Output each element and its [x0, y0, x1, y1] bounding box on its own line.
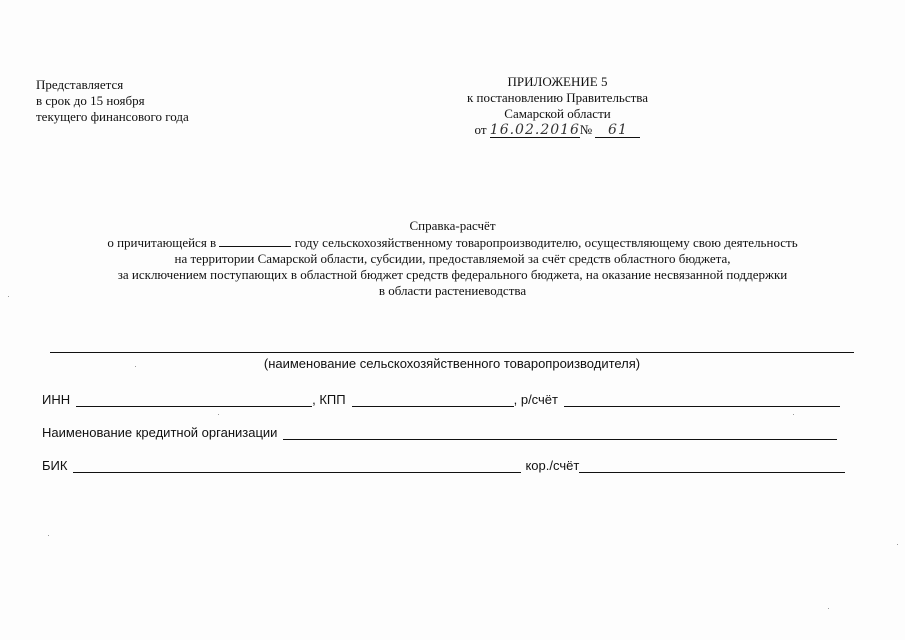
appendix-header: [440, 74, 675, 138]
inn-kpp-row: [42, 392, 840, 407]
title-line-2: на территории Самарской области, субсидии, предоставляемой за счёт средств областного бюджета,: [174, 251, 731, 266]
producer-name-line: [50, 352, 854, 353]
kpp-label: , КПП: [312, 392, 346, 407]
submission-note-line: текущего финансового года: [36, 109, 189, 124]
from-label: от: [474, 122, 487, 137]
handwritten-number: 61: [608, 122, 628, 138]
number-label: №: [579, 122, 593, 137]
account-field: [564, 393, 840, 407]
producer-name-caption: (наименование сельскохозяйственного товаропроизводителя): [263, 356, 641, 371]
scan-speck: [135, 366, 136, 367]
bik-label: БИК: [42, 458, 68, 473]
bank-label: Наименование кредитной организации: [42, 425, 278, 440]
year-blank: [219, 234, 291, 247]
submission-note: [36, 77, 189, 125]
title-line-4: в области растениеводства: [378, 283, 527, 298]
handwritten-date: 16.02.2016: [489, 122, 580, 138]
bank-field: [283, 426, 837, 440]
appendix-title: ПРИЛОЖЕНИЕ 5: [507, 74, 608, 89]
scan-speck: [8, 296, 9, 297]
corr-account-label: кор./счёт: [525, 458, 580, 473]
title-line-1: о причитающейся в году сельскохозяйственному товаропроизводителю, осуществляющему свою деятельность: [107, 235, 798, 250]
scan-speck: [793, 414, 794, 415]
submission-note-line: Представляется: [36, 77, 124, 92]
scan-speck: [897, 544, 898, 545]
document-title: [30, 218, 875, 299]
number-field: [595, 123, 640, 138]
corr-account-field: [579, 459, 845, 473]
kpp-field: [352, 393, 514, 407]
appendix-resolution: к постановлению Правительства: [466, 90, 649, 105]
scan-speck: [48, 535, 49, 536]
title-line-3: за исключением поступающих в областной бюджет средств федерального бюджета, на оказание несвязанной поддержки: [117, 267, 788, 282]
bank-row: [42, 425, 837, 440]
appendix-region: Самарской области: [504, 106, 611, 121]
inn-field: [76, 393, 312, 407]
date-field: [490, 123, 580, 138]
inn-label: ИНН: [42, 392, 71, 407]
bik-row: [42, 458, 845, 473]
appendix-date-line: [440, 122, 675, 138]
bik-field: [73, 459, 521, 473]
title-heading: Справка-расчёт: [409, 218, 496, 233]
scan-speck: [218, 414, 219, 415]
submission-note-line: в срок до 15 ноября: [36, 93, 145, 108]
scan-speck: [828, 608, 829, 609]
account-label: , р/счёт: [513, 392, 558, 407]
